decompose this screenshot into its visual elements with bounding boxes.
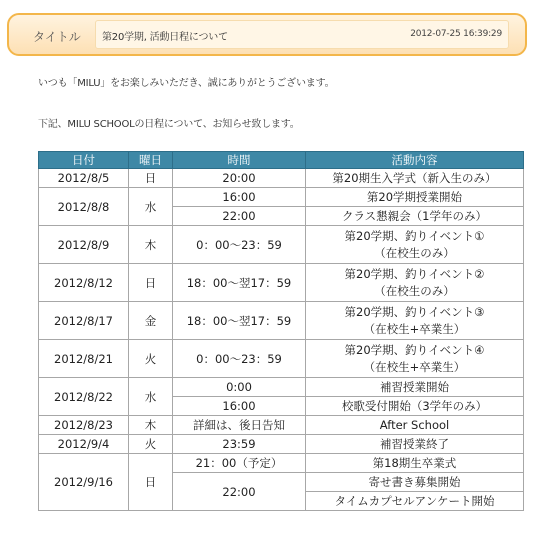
cell-day: 木	[129, 226, 173, 264]
notice-text: 下記、MILU SCHOOLの日程について、お知らせ致します。	[38, 119, 300, 130]
column-header-time: 時間	[173, 152, 306, 169]
cell-time: 22:00	[173, 473, 306, 511]
cell-time: 16:00	[173, 397, 306, 416]
cell-time: 23:59	[173, 435, 306, 454]
cell-date: 2012/8/12	[39, 264, 129, 302]
article-timestamp: 2012-07-25 16:39:29	[410, 29, 502, 39]
activity-note: （在校生+卒業生）	[363, 321, 466, 336]
cell-date: 2012/9/4	[39, 435, 129, 454]
cell-time: 詳細は、後日告知	[173, 416, 306, 435]
cell-activity	[306, 340, 524, 378]
activity-line: 第20学期、釣りイベント②	[344, 266, 485, 281]
activity-note: （在校生のみ）	[374, 283, 455, 298]
cell-activity: 寄せ書き募集開始	[306, 473, 524, 492]
schedule-table	[38, 151, 524, 511]
article-title: 第20学期, 活動日程について	[102, 32, 228, 43]
cell-day: 木	[129, 416, 173, 435]
cell-time: 18：00～翌17：59	[173, 264, 306, 302]
cell-date: 2012/8/23	[39, 416, 129, 435]
title-bar	[7, 13, 527, 56]
cell-activity: 第20学期授業開始	[306, 188, 524, 207]
cell-activity: タイムカプセルアンケート開始	[306, 492, 524, 511]
table-row	[39, 226, 524, 264]
cell-time: 0：00～23：59	[173, 340, 306, 378]
cell-day: 日	[129, 454, 173, 511]
cell-activity	[306, 302, 524, 340]
column-header-day: 曜日	[129, 152, 173, 169]
cell-day: 火	[129, 340, 173, 378]
title-label: タイトル	[33, 30, 81, 44]
table-row	[39, 435, 524, 454]
cell-activity: After School	[306, 416, 524, 435]
activity-line: 第20学期、釣りイベント①	[344, 228, 485, 243]
cell-time: 20:00	[173, 169, 306, 188]
cell-date: 2012/9/16	[39, 454, 129, 511]
cell-time: 16:00	[173, 188, 306, 207]
cell-date: 2012/8/22	[39, 378, 129, 416]
title-field	[95, 20, 509, 49]
cell-day: 水	[129, 378, 173, 416]
activity-note: （在校生のみ）	[374, 245, 455, 260]
activity-note: （在校生+卒業生）	[363, 359, 466, 374]
cell-time: 18：00～翌17：59	[173, 302, 306, 340]
cell-date: 2012/8/9	[39, 226, 129, 264]
table-row	[39, 188, 524, 207]
table-row	[39, 340, 524, 378]
cell-time: 21：00（予定）	[173, 454, 306, 473]
cell-date: 2012/8/21	[39, 340, 129, 378]
cell-activity: 第18期生卒業式	[306, 454, 524, 473]
column-header-activity: 活動内容	[306, 152, 524, 169]
cell-day: 日	[129, 169, 173, 188]
cell-day: 水	[129, 188, 173, 226]
table-row	[39, 378, 524, 397]
cell-day: 日	[129, 264, 173, 302]
greeting-text: いつも「MILU」をお楽しみいただき、誠にありがとうございます。	[38, 78, 335, 89]
cell-date: 2012/8/5	[39, 169, 129, 188]
table-row	[39, 454, 524, 473]
column-header-date: 日付	[39, 152, 129, 169]
cell-activity: 補習授業開始	[306, 378, 524, 397]
cell-activity	[306, 226, 524, 264]
cell-day: 金	[129, 302, 173, 340]
cell-date: 2012/8/8	[39, 188, 129, 226]
page-bottom-edge	[0, 532, 535, 538]
table-row	[39, 264, 524, 302]
cell-activity: クラス懇親会（1学年のみ）	[306, 207, 524, 226]
cell-time: 0：00～23：59	[173, 226, 306, 264]
table-row	[39, 416, 524, 435]
cell-time: 0:00	[173, 378, 306, 397]
cell-activity	[306, 264, 524, 302]
table-row	[39, 302, 524, 340]
activity-line: 第20学期、釣りイベント④	[344, 342, 485, 357]
cell-time: 22:00	[173, 207, 306, 226]
cell-activity: 第20期生入学式（新入生のみ）	[306, 169, 524, 188]
cell-activity: 補習授業終了	[306, 435, 524, 454]
activity-line: 第20学期、釣りイベント③	[344, 304, 485, 319]
table-header-row	[39, 152, 524, 169]
cell-activity: 校歌受付開始（3学年のみ）	[306, 397, 524, 416]
cell-day: 火	[129, 435, 173, 454]
cell-date: 2012/8/17	[39, 302, 129, 340]
table-row	[39, 169, 524, 188]
